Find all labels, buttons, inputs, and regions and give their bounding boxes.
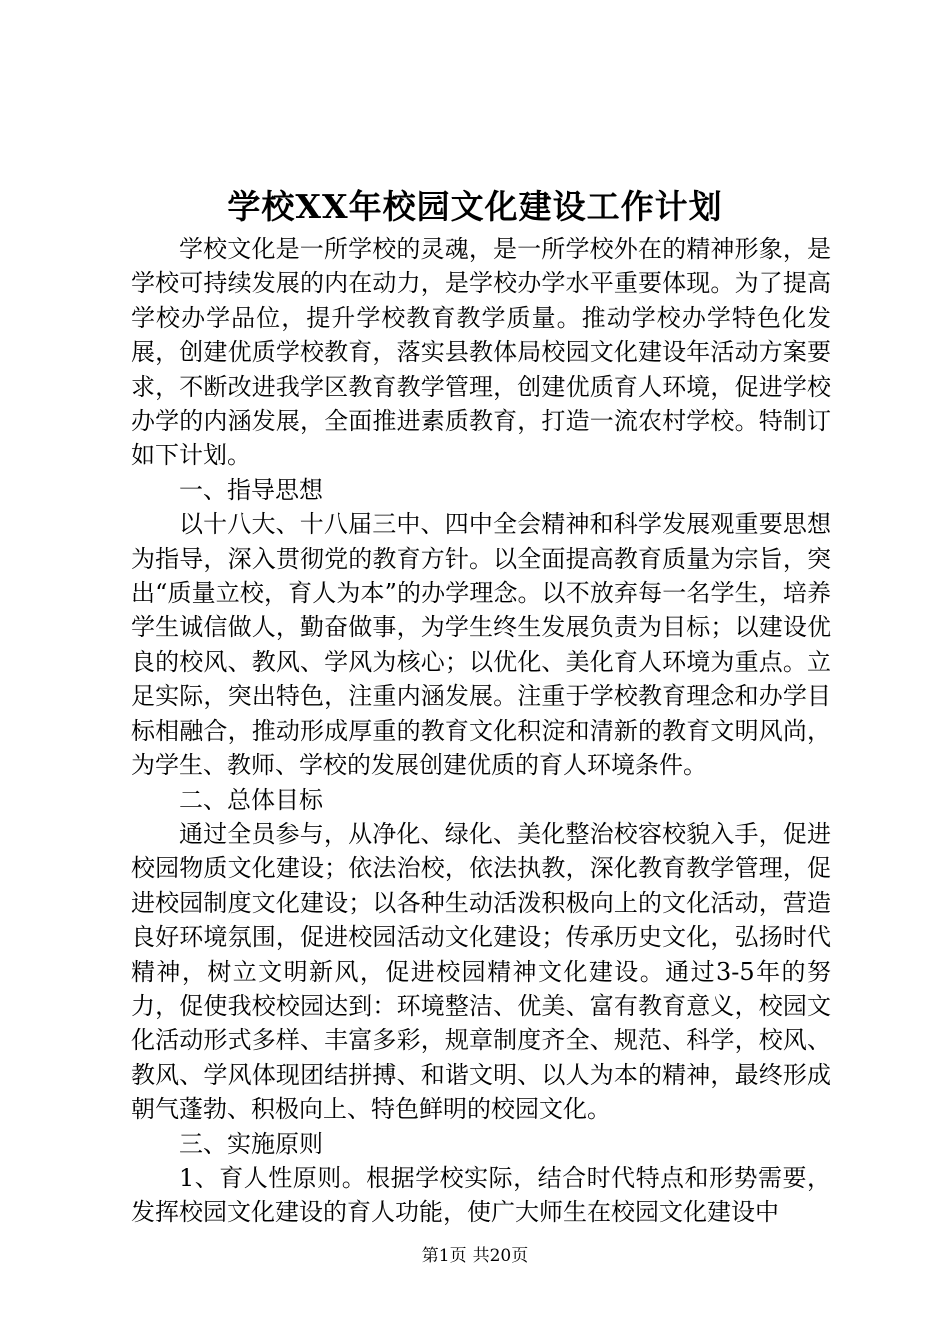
guiding-ideology-paragraph: 以十八大、十八届三中、四中全会精神和科学发展观重要思想为指导，深入贯彻党的教育方针。以全面提高教育质量为宗旨，突出“质量立校，育人为本”的办学理念。以不放弃每一名学生，培养学生诚信做人，勤奋做事，为学生终生发展负责为目标；以建设优良的校风、教风、学风为核心；以优化、美化育人环境为重点。立足实际，突出特色，注重内涵发展。注重于学校教育理念和办学目标相融合，推动形成厚重的教育文化积淀和清新的教育文明风尚，为学生、教师、学校的发展创建优质的育人环境条件。 <box>131 510 831 780</box>
document-body <box>131 232 831 1230</box>
document-title: 学校XX年校园文化建设工作计划 <box>227 187 723 226</box>
page-number: 第1页 <box>421 1246 467 1266</box>
page-total: 共20页 <box>472 1246 529 1266</box>
section-heading-principles: 三、实施原则 <box>179 1129 323 1158</box>
intro-paragraph: 学校文化是一所学校的灵魂，是一所学校外在的精神形象，是学校可持续发展的内在动力，是学校办学水平重要体现。为了提高学校办学品位，提升学校教育教学质量。推动学校办学特色化发展，创建优质学校教育，落实县教体局校园文化建设年活动方案要求，不断改进我学区教育教学管理，创建优质育人环境，促进学校办学的内涵发展，全面推进素质教育，打造一流农村学校。特制订如下计划。 <box>131 235 831 470</box>
overall-goal-paragraph: 通过全员参与，从净化、绿化、美化整治校容校貌入手，促进校园物质文化建设；依法治校，依法执教，深化教育教学管理，促进校园制度文化建设；以各种生动活泼积极向上的文化活动，营造良好环境氛围，促进校园活动文化建设；传承历史文化，弘扬时代精神，树立文明新风，促进校园精神文化建设。通过3-5年的努力，促使我校校园达到：环境整洁、优美、富有教育意义，校园文化活动形式多样、丰富多彩，规章制度齐全、规范、科学，校风、教风、学风体现团结拼搏、和谐文明、以人为本的精神，最终形成朝气蓬勃、积极向上、特色鲜明的校园文化。 <box>131 819 831 1124</box>
section-heading-overall-goal: 二、总体目标 <box>179 785 323 814</box>
section-heading-guiding-ideology: 一、指导思想 <box>179 475 323 504</box>
page-footer <box>0 1244 950 1268</box>
principle-paragraph: 1、育人性原则。根据学校实际，结合时代特点和形势需要，发挥校园文化建设的育人功能，使广大师生在校园文化建设中 <box>131 1163 831 1227</box>
